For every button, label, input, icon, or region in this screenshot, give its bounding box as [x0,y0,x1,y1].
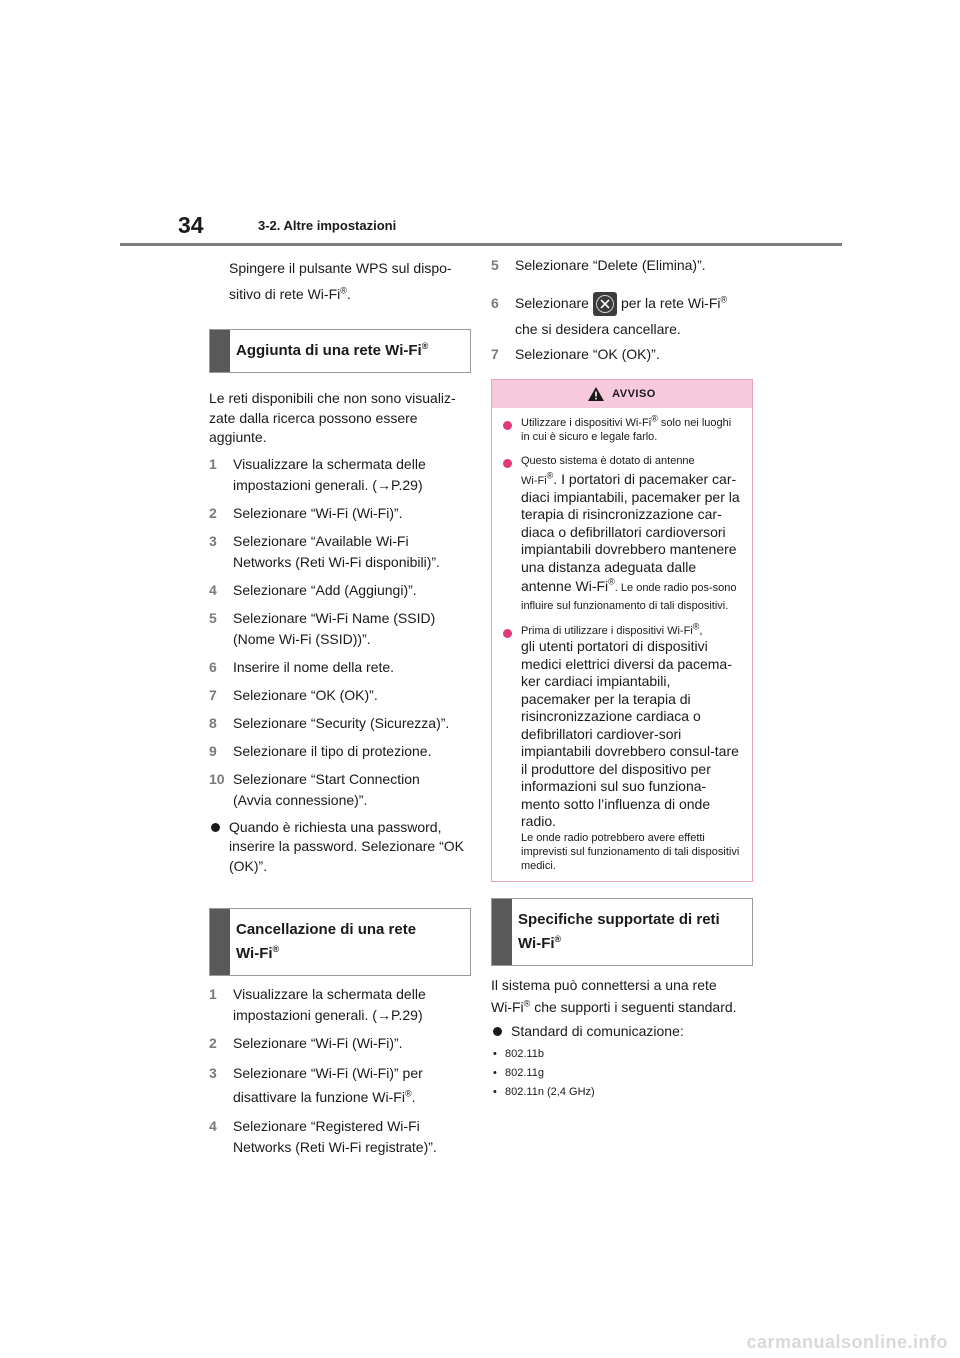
site-logo[interactable]: carmanualsonline.info [746,1332,948,1352]
clear-icon [593,292,617,316]
add-steps-list [209,454,471,811]
add-network-heading: Aggiunta di una rete Wi-Fi® [209,329,471,373]
list-item: 4 Selezionare “Registered Wi-Fi Networks (Reti Wi-Fi registrate)”. [209,1118,437,1155]
bullet-icon [503,629,512,638]
warning-item: Prima di utilizzare i dispositivi Wi-Fi®, gli utenti portatori di dispositivi medici elettrici diversi da pacema-ker cardiaci impiantabili, pacemaker per la terapia di risincronizzazione cardiaca o defibrillatori cardiover-sori impiantabili dovrebbero consul-tare il produttore del dispositivo per informazioni sul suo funziona-mento sotto l’influenza di onde radio. Le onde radio potrebbero avere effetti imprevisti sul funzionamento di tali dispositivi medici. [502,624,742,873]
warning-item: Utilizzare i dispositivi Wi-Fi® solo nei luoghi in cui è sicuro e legale farlo. [502,416,742,444]
page-number: 34 [178,212,204,238]
heading-bar [492,899,512,965]
left-column [209,255,471,1165]
spec-intro: Il sistema può connettersi a una rete Wi-Fi® che supporti i seguenti standard. [491,976,737,1015]
wps-instruction: Spingere il pulsante WPS sul dispo- sitivo di rete Wi-Fi®. [229,260,452,302]
section-title: 3-2. Altre impostazioni [258,218,397,233]
footer-watermark [0,1326,960,1358]
add-intro: Le reti disponibili che non sono visualiz-zate dalla ricerca possono essere aggiunte. [209,390,456,445]
list-item: 1 Visualizzare la schermata delle impostazioni generali. (→P.29) [209,455,426,493]
list-item: 6 Inserire il nome della rete. [209,658,395,675]
list-item: 6 Selezionare per la rete Wi-Fi® che si desidera cancellare. [491,290,753,342]
list-item: 5 Selezionare “Wi-Fi Name (SSID) (Nome Wi-Fi (SSID))”. [209,609,436,647]
heading-bar [210,909,230,975]
bullet-icon [503,421,512,430]
list-item: • 802.11b [493,1048,544,1061]
warning-header: AVVISO [492,380,752,408]
delete-steps-list [209,984,471,1158]
list-item: 5 Selezionare “Delete (Elimina)”. [491,257,706,273]
list-item: • 802.11g [493,1067,544,1080]
spec-heading: Specifiche supportate di reti Wi-Fi® [491,898,753,966]
list-item: 3 Selezionare “Available Wi-Fi Networks (Reti Wi-Fi disponibili)”. [209,532,440,570]
list-item: 2 Selezionare “Wi-Fi (Wi-Fi)”. [209,504,403,521]
bullet-icon [211,823,220,832]
list-item: 1 Visualizzare la schermata delle impostazioni generali. (→P.29) [209,986,426,1023]
list-item: 9 Selezionare il tipo di protezione. [209,742,432,759]
warning-icon [588,387,604,401]
warning-box [491,379,753,882]
header-rule [120,243,842,246]
bullet-icon [503,459,512,468]
spec-bullet: Standard di comunicazione: [491,1022,753,1042]
delete-network-heading: Cancellazione di una rete Wi-Fi® [209,908,471,976]
list-item: 7 Selezionare “OK (OK)”. [491,346,660,363]
list-item: 3 Selezionare “Wi-Fi (Wi-Fi)” per disattivare la funzione Wi-Fi®. [209,1065,423,1105]
bullet-icon [493,1027,502,1036]
list-item: 4 Selezionare “Add (Aggiungi)”. [209,581,417,598]
warning-item: Questo sistema è dotato di antenne Wi-Fi®. I portatori di pacemaker car-diaci impiantabili, pacemaker per la terapia di risincronizzazione car-diaca o defibrillatori cardioversori impiantabili dovrebbero mantenere una distanza adeguata dalle antenne Wi-Fi®. Le onde radio pos-sono influire sul funzionamento di tali dispositivi. [502,454,742,614]
list-item: 8 Selezionare “Security (Sicurezza)”. [209,714,450,731]
heading-bar [210,330,230,372]
standards-list [491,1045,753,1102]
list-item: 7 Selezionare “OK (OK)”. [209,686,378,703]
list-item: 2 Selezionare “Wi-Fi (Wi-Fi)”. [209,1035,403,1051]
list-item: • 802.11n (2,4 GHz) [493,1086,595,1099]
password-note: Quando è richiesta una password, inserire la password. Selezionare “OK (OK)”. [209,818,471,877]
right-column [491,255,753,1102]
list-item: 10 Selezionare “Start Connection (Avvia connessione)”. [209,770,420,808]
